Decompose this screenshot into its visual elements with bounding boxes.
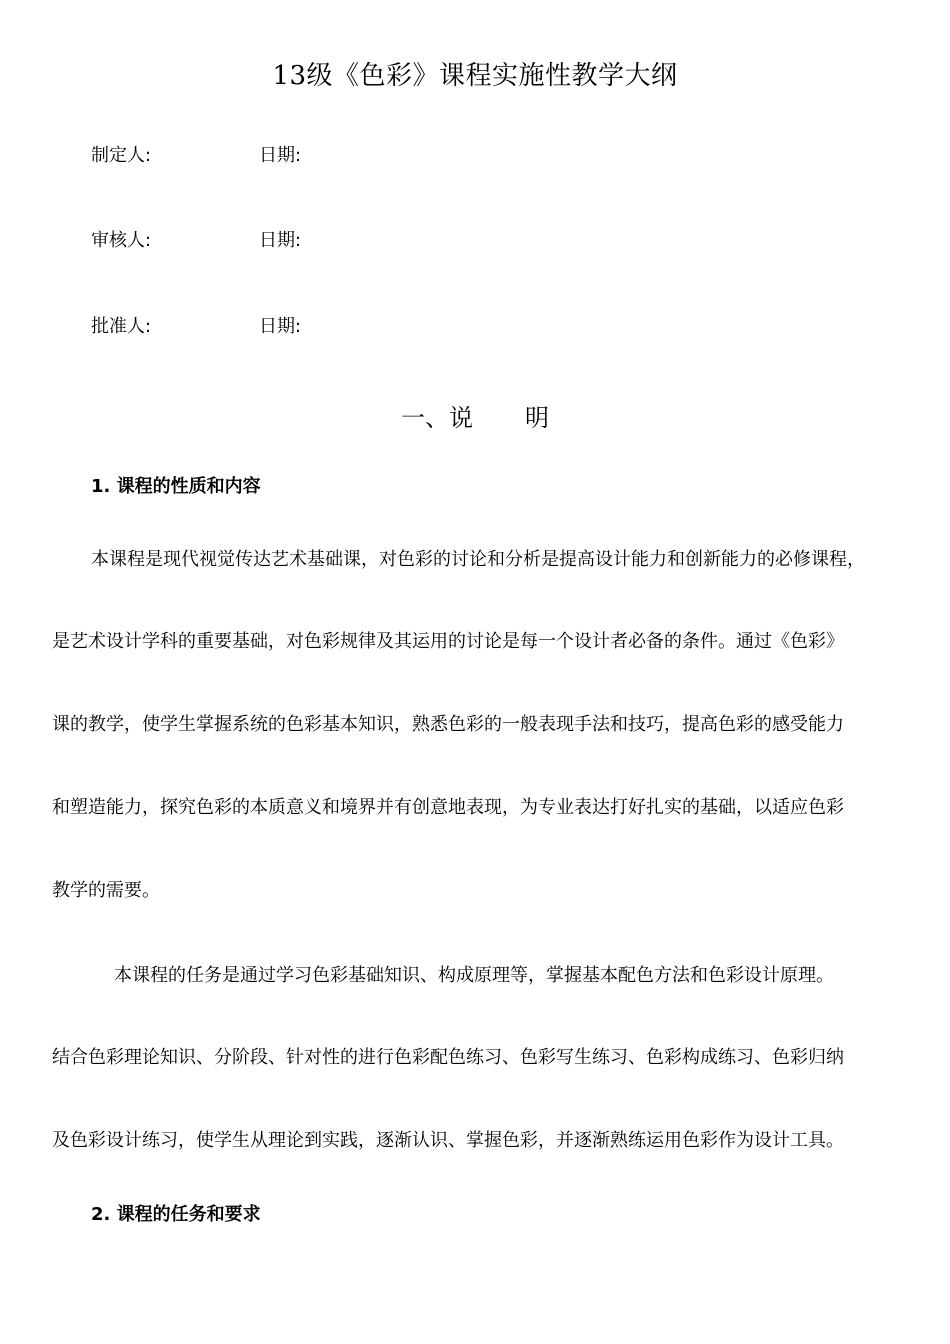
paragraph-line: 本课程的任务是通过学习色彩基础知识、构成原理等，掌握基本配色方法和色彩设计原理。 [114, 965, 834, 986]
paragraph-line: 课的教学，使学生掌握系统的色彩基本知识，熟悉色彩的一般表现手法和技巧，提高色彩的感受能力 [52, 714, 844, 735]
paragraph-line: 是艺术设计学科的重要基础，对色彩规律及其运用的讨论是每一个设计者必备的条件。通过《色彩》 [52, 631, 844, 652]
subsection-heading-nature-content: 1. 课程的性质和内容 [91, 476, 261, 497]
approver-date-label: 日期: [259, 316, 302, 337]
subsection-heading-task-requirement: 2. 课程的任务和要求 [91, 1204, 261, 1225]
paragraph-line: 和塑造能力，探究色彩的本质意义和境界并有创意地表现，为专业表达打好扎实的基础，以适应色彩 [52, 797, 844, 818]
section-heading-explanation [0, 402, 950, 434]
section-heading-part2: 明 [525, 404, 549, 432]
paragraph-line: 教学的需要。 [52, 880, 160, 901]
document-title: 13级《色彩》课程实施性教学大纲 [272, 61, 678, 91]
approver-label: 批准人: [91, 316, 152, 337]
paragraph-line: 结合色彩理论知识、分阶段、针对性的进行色彩配色练习、色彩写生练习、色彩构成练习、色彩归纳 [52, 1047, 844, 1068]
section-heading-part1: 一、说 [401, 404, 473, 432]
drafter-date-label: 日期: [259, 145, 302, 166]
paragraph-line: 及色彩设计练习，使学生从理论到实践，逐渐认识、掌握色彩，并逐渐熟练运用色彩作为设计工具。 [52, 1130, 844, 1151]
reviewer-label: 审核人: [91, 230, 152, 251]
paragraph-line: 本课程是现代视觉传达艺术基础课，对色彩的讨论和分析是提高设计能力和创新能力的必修课程， [91, 549, 865, 570]
reviewer-date-label: 日期: [259, 230, 302, 251]
drafter-label: 制定人: [91, 145, 152, 166]
